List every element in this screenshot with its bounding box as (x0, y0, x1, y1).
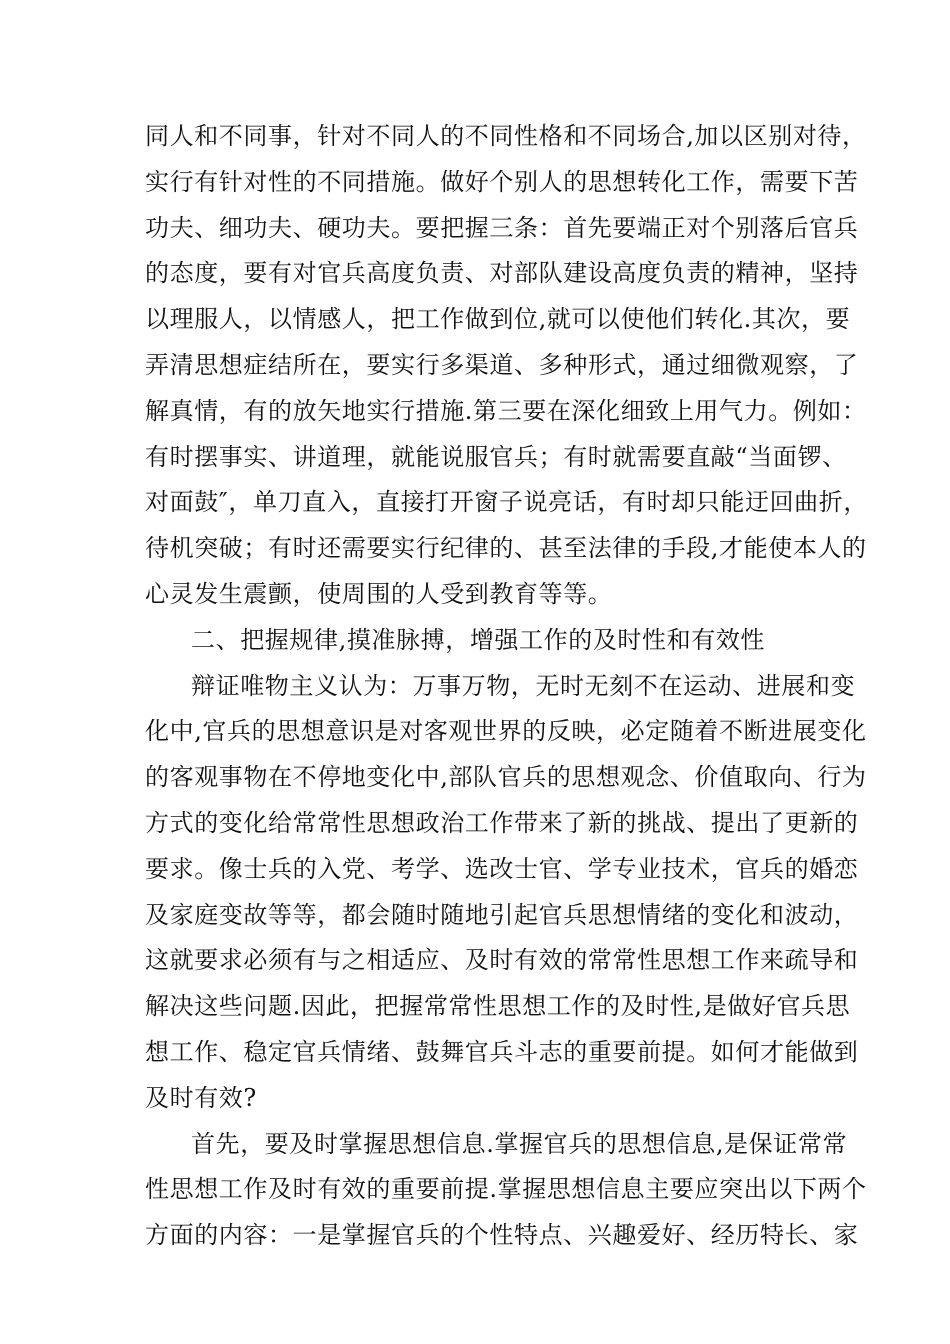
text-line: 要求。像士兵的入党、考学、选改士官、学专业技术，官兵的婚恋 (145, 854, 859, 883)
text-line: 对面鼓″，单刀直入，直接打开窗子说亮话，有时却只能迂回曲折， (145, 488, 868, 517)
text-line: 及家庭变故等等，都会随时随地引起官兵思想情绪的变化和波动， (145, 900, 859, 929)
text-line: 有时摆事实、讲道理，就能说服官兵；有时就需要直敲“当面锣、 (145, 442, 847, 471)
text-line: 方面的内容：一是掌握官兵的个性特点、兴趣爱好、经历特长、家 (145, 1221, 859, 1250)
body-text (145, 114, 868, 1259)
paragraph-first-line: 首先，要及时掌握思想信息.掌握官兵的思想信息,是保证常常 (191, 1129, 848, 1158)
text-line: 的客观事物在不停地变化中,部队官兵的思想观念、价值取向、行为 (145, 763, 867, 792)
text-line: 性思想工作及时有效的重要前提.掌握思想信息主要应突出以下两个 (145, 1175, 867, 1204)
text-line: 及时有效? (145, 1083, 257, 1112)
text-line: 的态度，要有对官兵高度负责、对部队建设高度负责的精神，坚持 (145, 259, 859, 288)
text-line: 以理服人，以情感人，把工作做到位,就可以使他们转化.其次，要 (145, 305, 851, 334)
text-line: 弄清思想症结所在，要实行多渠道、多种形式，通过细微观察，了 (145, 350, 859, 379)
text-line: 想工作、稳定官兵情绪、鼓舞官兵斗志的重要前提。如何才能做到 (145, 1037, 859, 1066)
text-line: 这就要求必须有与之相适应、及时有效的常常性思想工作来疏导和 (145, 946, 859, 975)
text-line: 功夫、细功夫、硬功夫。要把握三条：首先要端正对个别落后官兵 (145, 213, 859, 242)
text-line: 解决这些问题.因此，把握常常性思想工作的及时性,是做好官兵思 (145, 992, 851, 1021)
text-line: 同人和不同事，针对不同人的不同性格和不同场合,加以区别对待， (145, 122, 867, 150)
paragraph-first-line: 辩证唯物主义认为：万事万物，无时无刻不在运动、进展和变 (191, 671, 856, 700)
text-line: 待机突破；有时还需要实行纪律的、甚至法律的手段,才能使本人的 (145, 534, 867, 563)
text-line: 实行有针对性的不同措施。做好个别人的思想转化工作，需要下苦 (145, 167, 859, 196)
text-line: 方式的变化给常常性思想政治工作带来了新的挑战、提出了更新的 (145, 808, 859, 837)
text-line: 解真情，有的放矢地实行措施.第三要在深化细致上用气力。例如： (145, 396, 867, 425)
text-line: 心灵发生震颤，使周围的人受到教育等等。 (145, 579, 613, 608)
text-line: 化中,官兵的思想意识是对客观世界的反映，必定随着不断进展变化 (145, 717, 867, 746)
section-heading: 二、把握规律,摸准脉搏，增强工作的及时性和有效性 (191, 625, 766, 654)
